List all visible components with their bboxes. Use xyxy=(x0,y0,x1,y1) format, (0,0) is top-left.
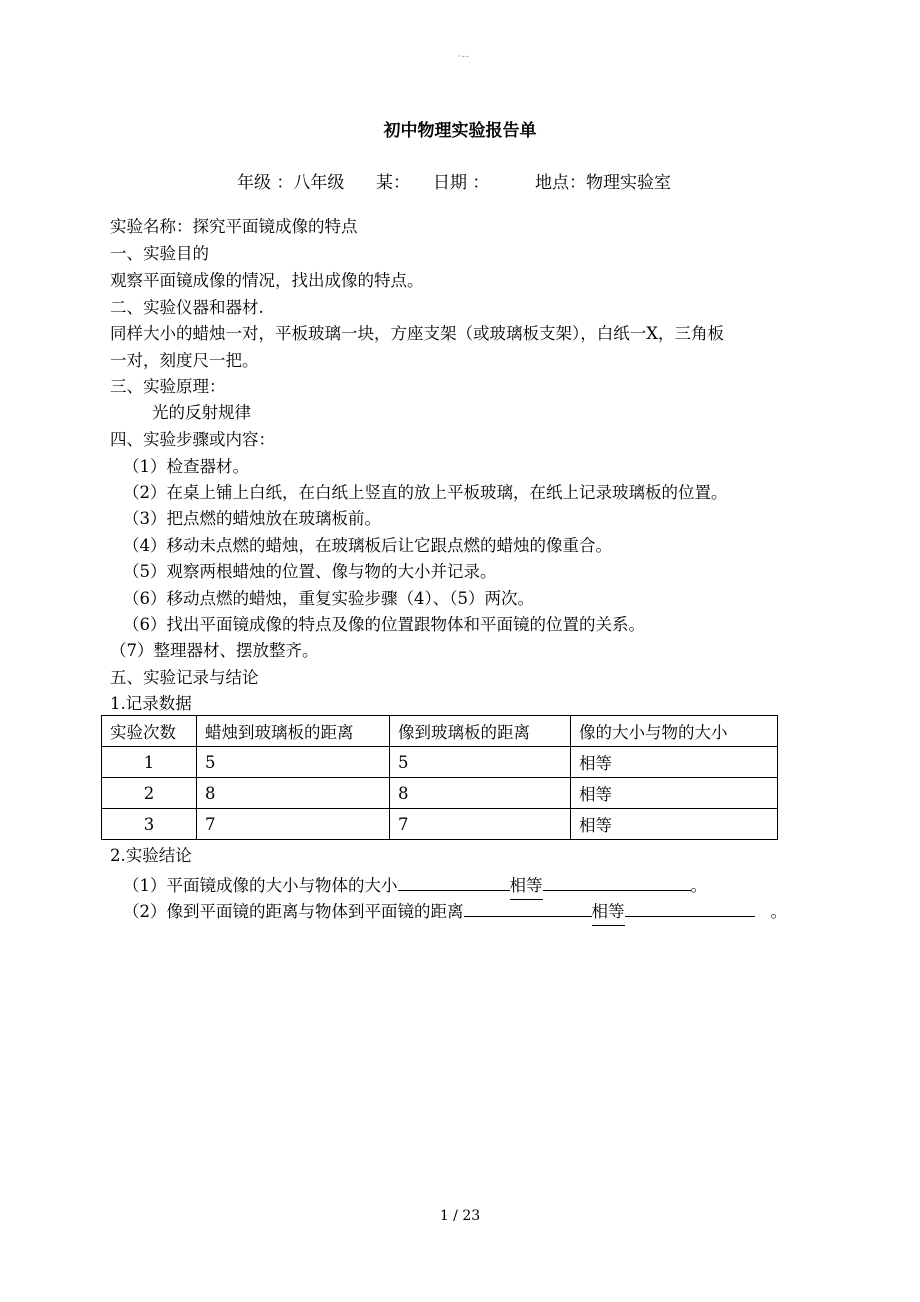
step-item: （3）把点燃的蜡烛放在玻璃板前。 xyxy=(123,509,381,528)
experiment-name: 实验名称：探究平面镜成像的特点 xyxy=(110,217,358,236)
table-cell: 3 xyxy=(102,809,197,840)
principle-heading: 三、实验原理： xyxy=(110,377,226,396)
conclusion-subheading: 2.实验结论 xyxy=(110,846,192,865)
conclusion-suffix: 。 xyxy=(770,902,787,921)
steps-heading: 四、实验步骤或内容： xyxy=(110,430,275,449)
meta-grade: 年级 ：八年级 xyxy=(237,173,345,193)
table-header: 蜡烛到玻璃板的距离 xyxy=(197,716,390,747)
conclusion-answer: 相等 xyxy=(592,899,625,926)
table-cell: 7 xyxy=(390,809,571,840)
meta-place: 地点：物理实验室 xyxy=(535,173,671,193)
equipment-text-1: 同样大小的蜡烛一对，平板玻璃一块，方座支架（或玻璃板支架），白纸一X，三角板 xyxy=(110,324,724,343)
record-subheading: 1.记录数据 xyxy=(110,694,192,713)
data-table xyxy=(101,715,778,840)
table-cell: 8 xyxy=(197,778,390,809)
step-item: （5）观察两根蜡烛的位置、像与物的大小并记录。 xyxy=(123,562,497,581)
table-cell: 相等 xyxy=(571,778,778,809)
meta-name: 某： xyxy=(376,173,410,193)
table-row xyxy=(102,778,778,809)
table-row xyxy=(102,809,778,840)
table-cell: 相等 xyxy=(571,747,778,778)
equipment-text-2: 一对，刻度尺一把。 xyxy=(110,351,259,370)
principle-text: 光的反射规律 xyxy=(152,403,251,422)
equipment-heading: 二、实验仪器和器材. xyxy=(110,298,264,317)
step-item: （6）移动点燃的蜡烛，重复实验步骤（4）、（5）两次。 xyxy=(123,589,534,608)
table-cell: 5 xyxy=(197,747,390,778)
purpose-text: 观察平面镜成像的情况，找出成像的特点。 xyxy=(110,271,424,290)
table-cell: 7 xyxy=(197,809,390,840)
step-item: （2）在桌上铺上白纸，在白纸上竖直的放上平板玻璃，在纸上记录玻璃板的位置。 xyxy=(123,483,728,502)
table-cell: 相等 xyxy=(571,809,778,840)
table-header-row xyxy=(102,716,778,747)
conclusion-prefix: （1）平面镜成像的大小与物体的大小 xyxy=(123,876,398,895)
purpose-heading: 一、实验目的 xyxy=(110,244,209,263)
table-cell: 5 xyxy=(390,747,571,778)
table-cell: 2 xyxy=(102,778,197,809)
table-row xyxy=(102,747,778,778)
table-header: 像的大小与物的大小 xyxy=(571,716,778,747)
record-heading: 五、实验记录与结论 xyxy=(110,668,259,687)
step-item: （4）移动未点燃的蜡烛，在玻璃板后让它跟点燃的蜡烛的像重合。 xyxy=(123,536,612,555)
conclusion-line-2 xyxy=(123,896,787,926)
table-cell: 1 xyxy=(102,747,197,778)
conclusion-suffix: 。 xyxy=(690,876,707,895)
step-item: （7）整理器材、摆放整齐。 xyxy=(110,641,319,660)
table-cell: 8 xyxy=(390,778,571,809)
conclusion-prefix: （2）像到平面镜的距离与物体到平面镜的距离 xyxy=(123,902,464,921)
header-mark: ·-- xyxy=(458,52,470,62)
table-header: 实验次数 xyxy=(102,716,197,747)
step-item: （1）检查器材。 xyxy=(123,457,249,476)
meta-date: 日期 ： xyxy=(433,173,490,193)
page-number: 1 / 23 xyxy=(439,1208,481,1224)
table-header: 像到玻璃板的距离 xyxy=(390,716,571,747)
conclusion-answer: 相等 xyxy=(510,873,543,900)
step-item: （6）找出平面镜成像的特点及像的位置跟物体和平面镜的位置的关系。 xyxy=(123,615,645,634)
page-title: 初中物理实验报告单 xyxy=(383,121,537,141)
